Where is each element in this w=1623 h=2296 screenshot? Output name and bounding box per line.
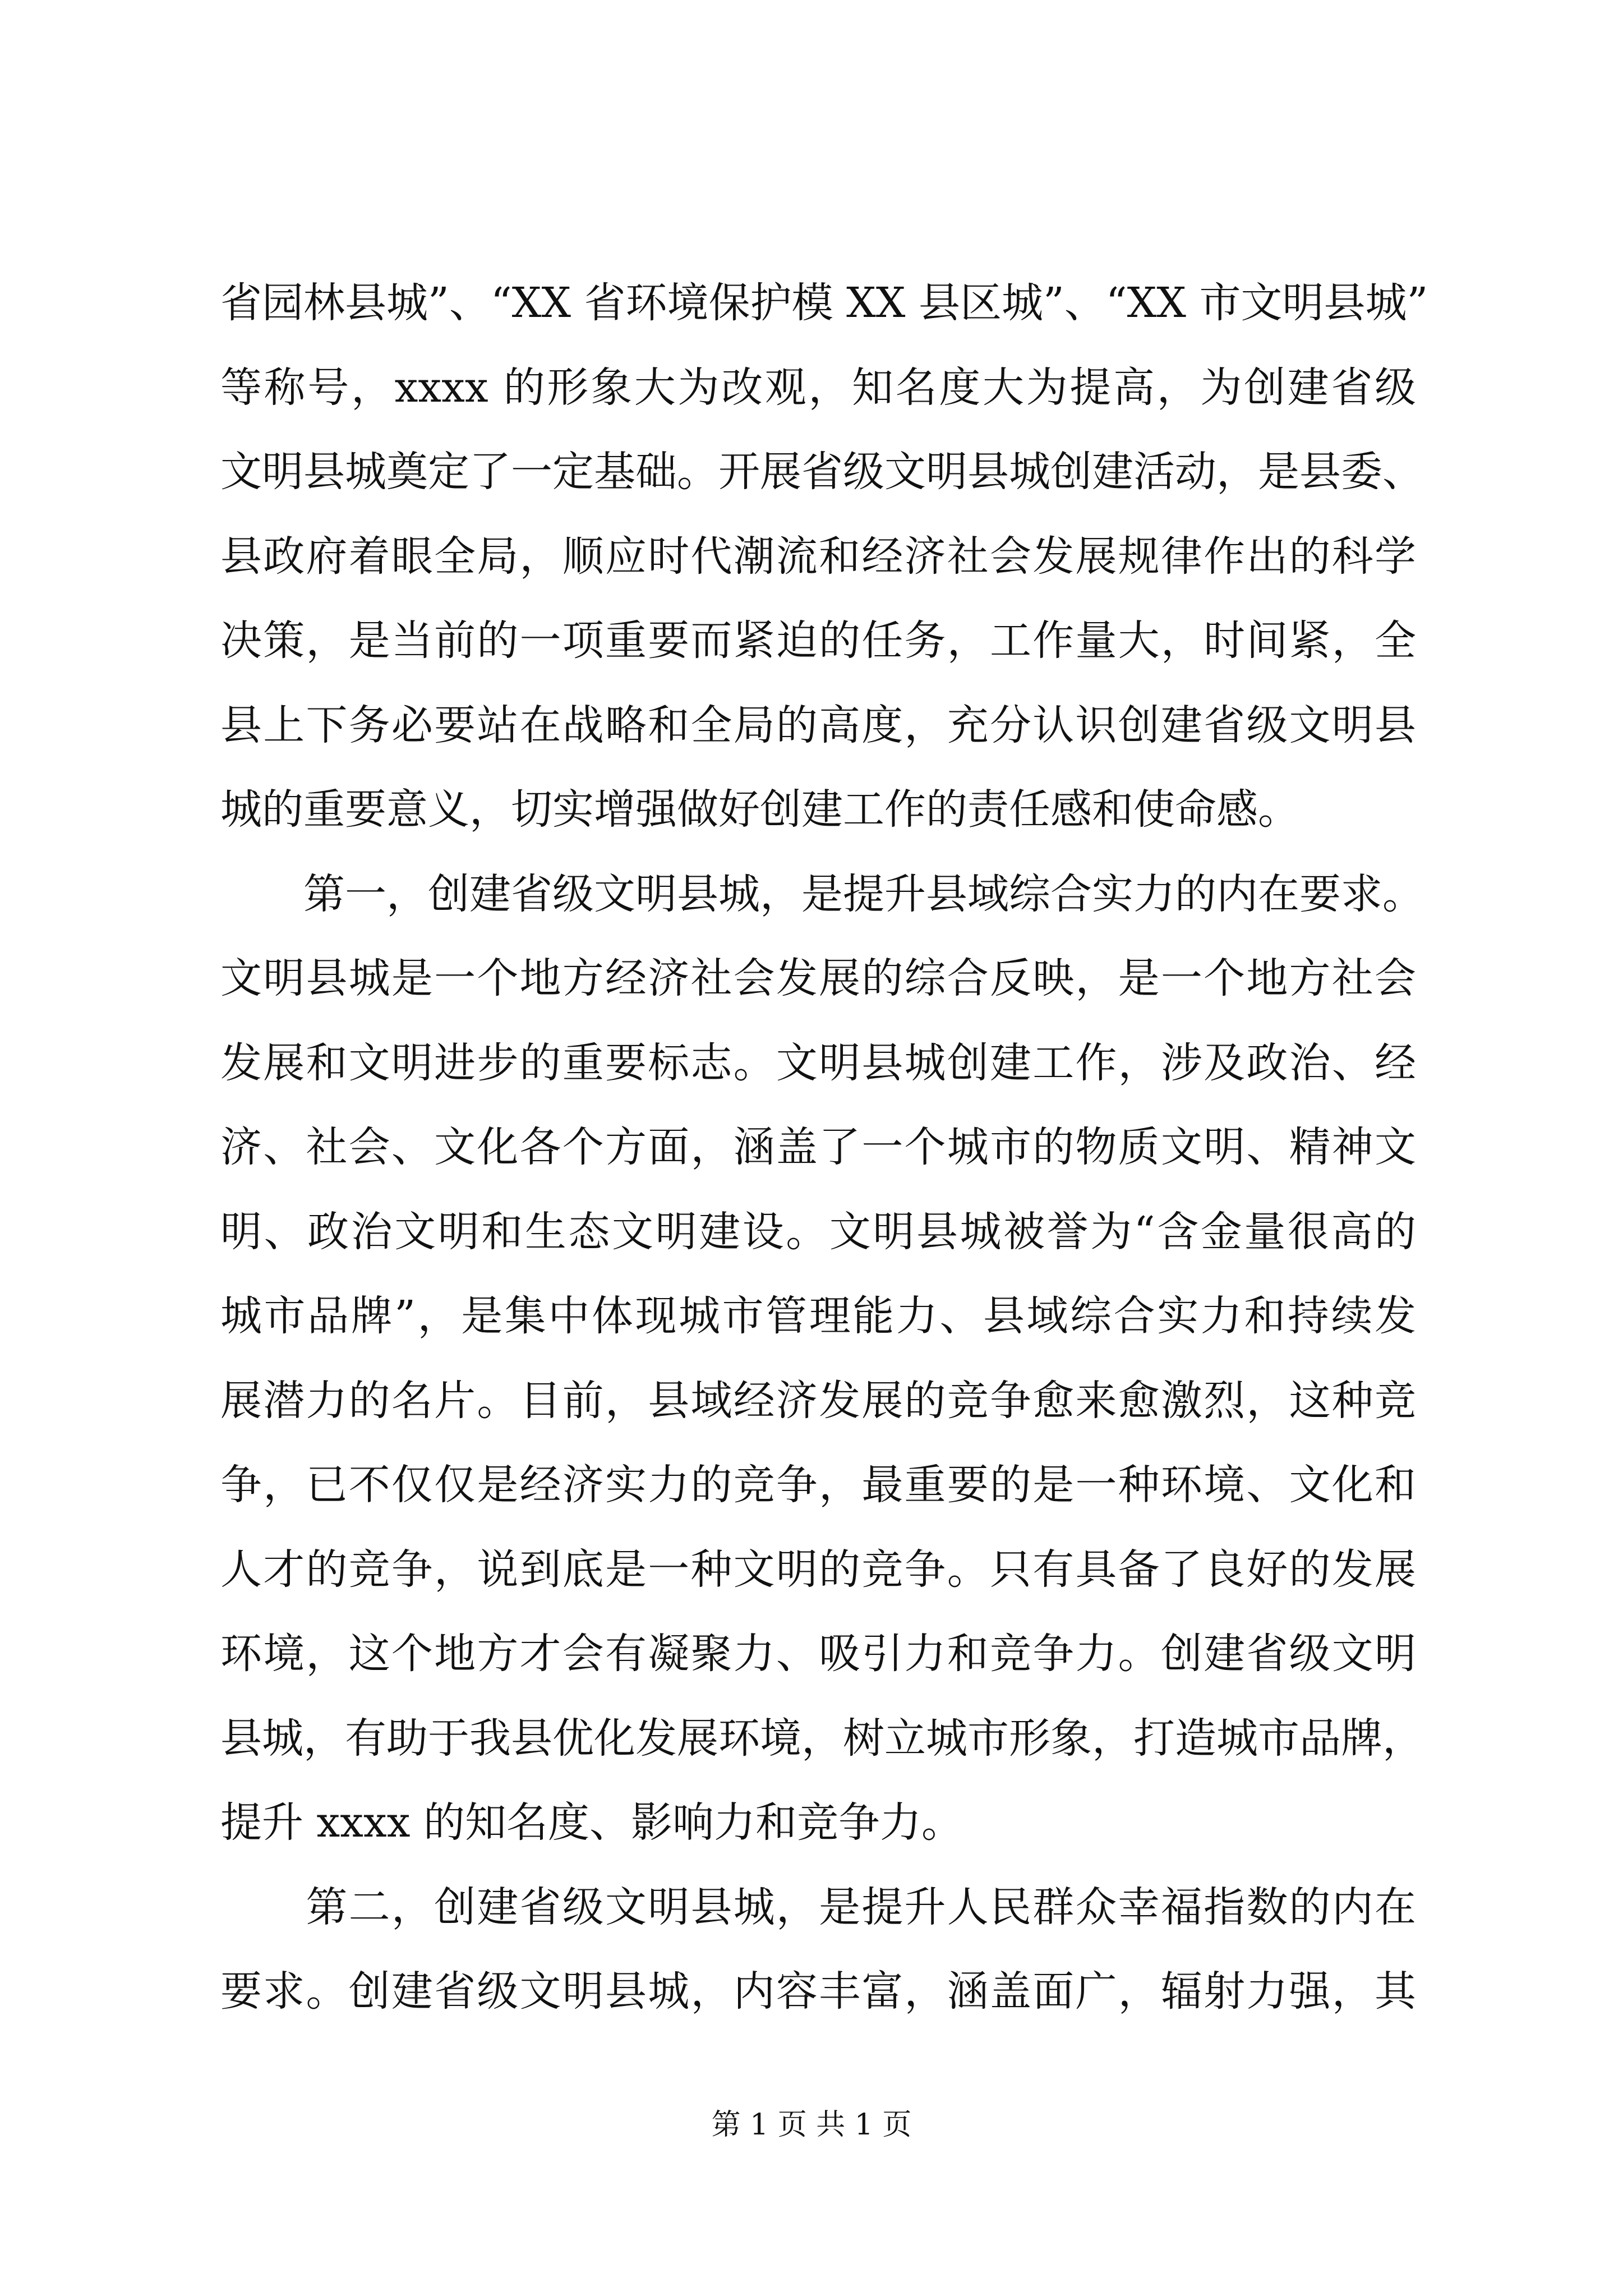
text-line: 县城，有助于我县优化发展环境，树立城市形象，打造城市品牌，	[220, 1714, 1424, 1763]
text-line: 要求。创建省级文明县城，内容丰富，涵盖面广，辐射力强，其	[220, 1967, 1416, 2016]
text-line: 城市品牌”，是集中体现城市管理能力、县域综合实力和持续发	[220, 1292, 1416, 1340]
text-line: 人才的竞争，说到底是一种文明的竞争。只有具备了良好的发展	[220, 1545, 1416, 1594]
text-line: 县政府着眼全局，顺应时代潮流和经济社会发展规律作出的科学	[220, 532, 1416, 581]
text-line: 决策，是当前的一项重要而紧迫的任务，工作量大，时间紧，全	[220, 616, 1416, 665]
text-line: 提升 xxxx 的知名度、影响力和竞争力。	[220, 1798, 963, 1847]
text-line: 明、政治文明和生态文明建设。文明县城被誉为“含金量很高的	[220, 1207, 1416, 1256]
text-line: 等称号，xxxx 的形象大为改观，知名度大为提高，为创建省级	[220, 363, 1416, 412]
page-footer: 第 1 页 共 1 页	[711, 2108, 912, 2142]
text-line: 城的重要意义，切实增强做好创建工作的责任感和使命感。	[220, 785, 1299, 834]
text-line: 第二，创建省级文明县城，是提升人民群众幸福指数的内在	[220, 1883, 1416, 1931]
text-line: 展潜力的名片。目前，县域经济发展的竞争愈来愈激烈，这种竞	[220, 1376, 1416, 1425]
text-line: 发展和文明进步的重要标志。文明县城创建工作，涉及政治、经	[220, 1038, 1416, 1087]
text-line: 文明县城奠定了一定基础。开展省级文明县城创建活动，是县委、	[220, 448, 1424, 496]
text-line: 文明县城是一个地方经济社会发展的综合反映，是一个地方社会	[220, 954, 1416, 1002]
document-body	[220, 261, 1428, 2034]
text-line: 县上下务必要站在战略和全局的高度，充分认识创建省级文明县	[220, 701, 1416, 749]
text-line: 环境，这个地方才会有凝聚力、吸引力和竞争力。创建省级文明	[220, 1630, 1416, 1678]
text-line: 第一，创建省级文明县城，是提升县域综合实力的内在要求。	[220, 869, 1424, 918]
text-line: 济、社会、文化各个方面，涵盖了一个城市的物质文明、精神文	[220, 1123, 1416, 1171]
text-line: 省园林县城”、“XX 省环境保护模 XX 县区城”、“XX 市文明县城”	[220, 279, 1428, 327]
text-line: 争，已不仅仅是经济实力的竞争，最重要的是一种环境、文化和	[220, 1461, 1416, 1509]
